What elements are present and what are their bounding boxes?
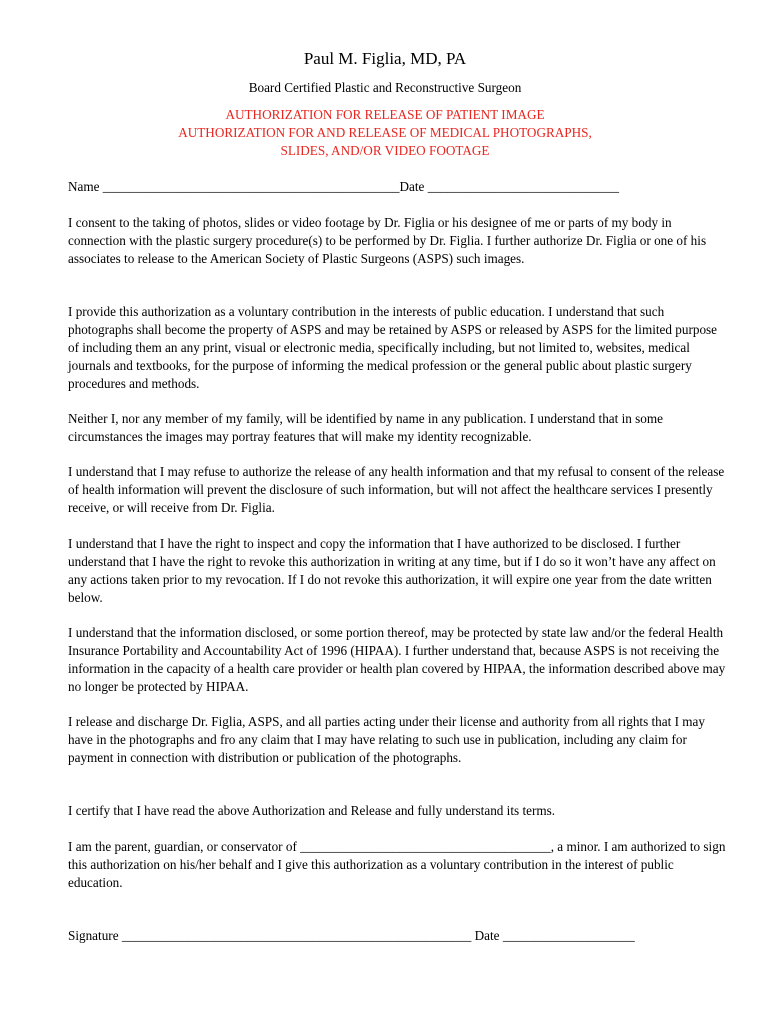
- paragraph-guardian: I am the parent, guardian, or conservator of ______________________________________, a minor. I am authorized to sign this authorization on his/her behalf and I give this authorization as a voluntary contribution in the interest of public education.: [68, 839, 726, 890]
- authorization-heading: [0, 106, 770, 160]
- name-date-row: [68, 178, 619, 196]
- name-label: Name: [68, 179, 100, 194]
- paragraph-certification: I certify that I have read the above Authorization and Release and fully understand its terms.: [68, 803, 556, 818]
- page-subtitle: Board Certified Plastic and Reconstructive Surgeon: [248, 80, 522, 95]
- signature-label: Signature: [68, 928, 119, 943]
- paragraph-identity: Neither I, nor any member of my family, will be identified by name in any publication. I understand that in some circumstances the images may portray features that will make my identity recognizable.: [68, 411, 663, 444]
- date-label: Date: [399, 179, 425, 194]
- signature-date-field[interactable]: ____________________: [502, 928, 635, 943]
- paragraph-consent: I consent to the taking of photos, slides or video footage by Dr. Figlia or his designee of me or parts of my body in connection with the plastic surgery procedure(s) to be performed by Dr. Figlia. I further authorize Dr. Figlia or one of his associates to release to the American Society of Plastic Surgeons (ASPS) such images.: [68, 215, 707, 266]
- signature-field[interactable]: _____________________________________________________: [121, 928, 472, 943]
- paragraph-revocation: I understand that I have the right to inspect and copy the information that I have authorized to be disclosed. I further understand that I have the right to revoke this authorization in writing at any time, but if I do so it won’t have any affect on any actions taken prior to my revocation. If I do not revoke this authorization, it will expire one year from the date written below.: [68, 536, 716, 605]
- signature-date-label: Date: [474, 928, 500, 943]
- signature-row: [68, 927, 635, 945]
- heading-line-1: AUTHORIZATION FOR RELEASE OF PATIENT IMAGE: [225, 107, 545, 122]
- page-title: Paul M. Figlia, MD, PA: [303, 49, 467, 68]
- name-field[interactable]: _____________________________________________: [102, 179, 400, 194]
- date-field[interactable]: _____________________________: [427, 179, 619, 194]
- heading-line-2: AUTHORIZATION FOR AND RELEASE OF MEDICAL PHOTOGRAPHS,: [178, 125, 592, 140]
- paragraph-voluntary-contribution: I provide this authorization as a voluntary contribution in the interests of public education. I understand that such photographs shall become the property of ASPS and may be retained by ASPS or released by ASPS for the limited purpose of including them an any print, visual or electronic media, specifically including, but not limited to, websites, medical journals and textbooks, for the purpose of informing the medical profession or the general public about plastic surgery procedures and methods.: [68, 304, 718, 391]
- paragraph-refusal: I understand that I may refuse to authorize the release of any health information and that my refusal to consent of the release of health information will prevent the disclosure of such information, but will not affect the healthcare services I presently receive, or will receive from Dr. Figlia.: [68, 464, 725, 515]
- heading-line-3: SLIDES, AND/OR VIDEO FOOTAGE: [280, 143, 490, 158]
- paragraph-release: I release and discharge Dr. Figlia, ASPS, and all parties acting under their license and authority from all rights that I may have in the photographs and fro any claim that I may have relating to such use in publication, including any claim for payment in connection with distribution or publication of the photographs.: [68, 714, 705, 765]
- paragraph-hipaa: I understand that the information disclosed, or some portion thereof, may be protected by state law and/or the federal Health Insurance Portability and Accountability Act of 1996 (HIPAA). I further understand that, because ASPS is not receiving the information in the capacity of a health care provider or health plan covered by HIPAA, the information described above may no longer be protected by HIPAA.: [68, 625, 726, 694]
